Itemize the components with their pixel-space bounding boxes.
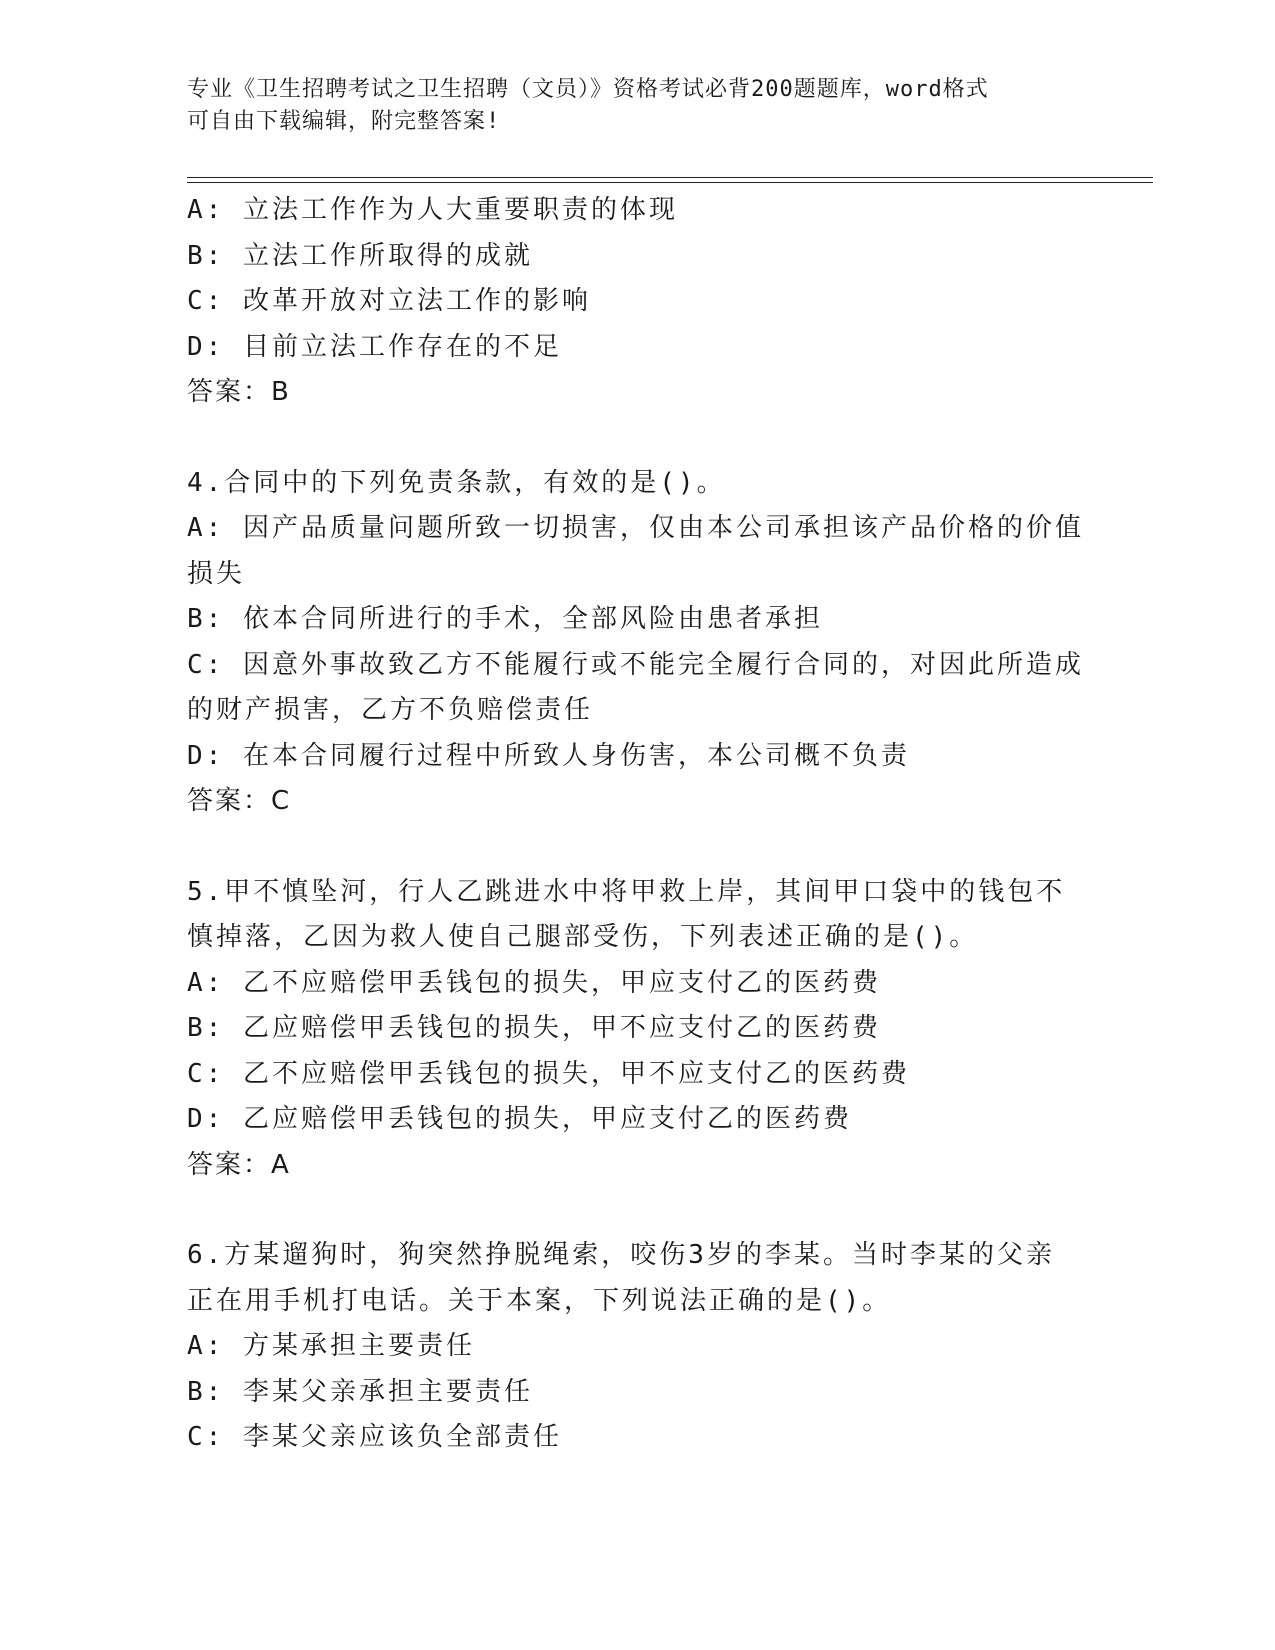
option-c-line-1: C: 因意外事故致乙方不能履行或不能完全履行合同的，对因此所造成 bbox=[187, 649, 1084, 680]
option-d: D: 在本合同履行过程中所致人身伤害，本公司概不负责 bbox=[187, 740, 910, 771]
answer: 答案：B bbox=[187, 377, 291, 407]
header-title-line-1: 专业《卫生招聘考试之卫生招聘（文员）》资格考试必背200题题库，word格式 bbox=[187, 77, 989, 102]
option-d: D: 乙应赔偿甲丢钱包的损失，甲应支付乙的医药费 bbox=[187, 1104, 852, 1134]
header-title-line-2: 可自由下载编辑，附完整答案! bbox=[187, 109, 501, 134]
option-b: B: 依本合同所进行的手术，全部风险由患者承担 bbox=[187, 604, 823, 634]
option-b: B: 立法工作所取得的成就 bbox=[187, 240, 533, 271]
option-a-line-1: A: 因产品质量问题所致一切损害，仅由本公司承担该产品价格的价值 bbox=[187, 513, 1084, 543]
question-3 bbox=[187, 188, 1087, 416]
header-rule-top bbox=[187, 177, 1153, 178]
answer: 答案：C bbox=[187, 786, 292, 816]
option-a: A: 方某承担主要责任 bbox=[187, 1331, 475, 1361]
question-stem: 4.合同中的下列免责条款，有效的是()。 bbox=[187, 467, 726, 498]
question-list bbox=[187, 188, 1087, 1461]
option-c: C: 李某父亲应该负全部责任 bbox=[187, 1422, 562, 1452]
question-stem-line-2: 慎掉落，乙因为救人使自己腿部受伤，下列表述正确的是()。 bbox=[187, 922, 979, 952]
page-header bbox=[187, 74, 1067, 138]
header-rule-bottom bbox=[187, 182, 1153, 183]
option-c: C: 乙不应赔偿甲丢钱包的损失，甲不应支付乙的医药费 bbox=[187, 1058, 910, 1089]
option-a: A: 立法工作作为人大重要职责的体现 bbox=[187, 195, 678, 225]
question-4 bbox=[187, 461, 1087, 825]
answer: 答案：A bbox=[187, 1149, 291, 1180]
option-a-line-2: 损失 bbox=[187, 558, 246, 589]
question-stem-line-2: 正在用手机打电话。关于本案，下列说法正确的是()。 bbox=[187, 1285, 892, 1316]
option-c: C: 改革开放对立法工作的影响 bbox=[187, 286, 591, 316]
option-c-line-2: 的财产损害，乙方不负赔偿责任 bbox=[187, 695, 594, 725]
option-b: B: 李某父亲承担主要责任 bbox=[187, 1376, 533, 1407]
question-stem-line-1: 5.甲不慎坠河，行人乙跳进水中将甲救上岸，其间甲口袋中的钱包不 bbox=[187, 876, 1066, 907]
option-a: A: 乙不应赔偿甲丢钱包的损失，甲应支付乙的医药费 bbox=[187, 967, 881, 998]
question-6 bbox=[187, 1233, 1087, 1461]
question-5 bbox=[187, 870, 1087, 1189]
option-b: B: 乙应赔偿甲丢钱包的损失，甲不应支付乙的医药费 bbox=[187, 1013, 881, 1043]
question-stem-line-1: 6.方某遛狗时，狗突然挣脱绳索，咬伤3岁的李某。当时李某的父亲 bbox=[187, 1240, 1055, 1270]
option-d: D: 目前立法工作存在的不足 bbox=[187, 331, 562, 362]
